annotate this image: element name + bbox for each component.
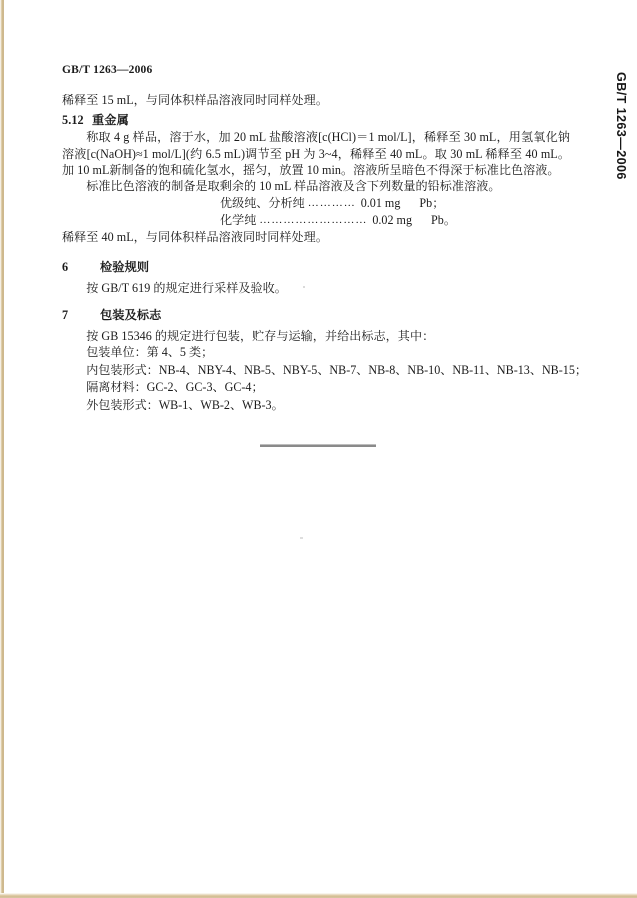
spacer <box>62 245 570 259</box>
document-code-header: GB/T 1263—2006 <box>62 64 153 76</box>
leader-line-grade-2 <box>62 212 570 229</box>
section-number: 7 <box>62 307 69 322</box>
section-6-paragraph-1: 按 GB/T 619 的规定进行采样及验收。 <box>86 281 287 296</box>
leader-dots: ………… <box>307 196 356 209</box>
spacer <box>62 297 570 307</box>
section-number: 6 <box>62 260 69 275</box>
continued-paragraph: 稀释至 15 mL，与同体积样品溶液同时同样处理。 <box>62 92 328 107</box>
section-heading-7 <box>62 307 570 324</box>
section-title: 重金属 <box>92 113 129 128</box>
section-heading-5-12 <box>62 112 570 129</box>
page-content <box>62 64 587 414</box>
leader-line-grade-1 <box>62 195 570 212</box>
packaging-list-item-isolation-material: 隔离材料：GC-2、GC-3、GC-4； <box>86 380 264 395</box>
page-edge-left-line <box>3 0 4 893</box>
section-number: 5.12 <box>62 113 84 128</box>
scan-speck <box>300 537 303 539</box>
section-7-paragraph-1: 按 GB 15346 的规定进行包装，贮存与运输，并给出标志，其中： <box>86 328 435 343</box>
packaging-list-item-unit: 包装单位：第 4、5 类； <box>86 345 214 360</box>
page-edge-bottom <box>0 893 637 898</box>
section-5-12-closing: 稀释至 40 mL，与同体积样品溶液同时同样处理。 <box>62 229 328 244</box>
section-heading-6 <box>62 259 570 276</box>
leader-symbol: Pb。 <box>431 212 456 227</box>
scan-speck <box>303 286 305 288</box>
leader-dots: ……………………… <box>259 213 368 226</box>
leader-label: 优级纯、分析纯 <box>220 195 305 210</box>
section-5-12-paragraph-1: 称取 4 g 样品，溶于水，加 20 mL 盐酸溶液[c(HCl)＝1 mol/L]，稀释至 30 mL，用氢氧化钠溶液[c(NaOH)≈1 mol/L](约 6.5 mL)调节至 pH 为 3~4，稀释至 40 mL。取 30 mL 稀释至 40 mL。加 10 mL新制备的饱和硫化氢水，摇匀，放置 10 min。溶液所呈暗色不得深于标准比色溶液。 <box>62 130 570 178</box>
side-running-head: GB/T 1263—2006 <box>614 72 628 180</box>
section-title: 包装及标志 <box>100 307 162 322</box>
section-title: 检验规则 <box>100 260 150 275</box>
end-of-text-rule <box>260 444 376 447</box>
packaging-list-item-inner-form: 内包装形式：NB-4、NBY-4、NB-5、NBY-5、NB-7、NB-8、NB-10、NB-11、NB-13、NB-15； <box>86 362 587 377</box>
section-5-12-paragraph-2: 标准比色溶液的制备是取剩余的 10 mL 样品溶液及含下列数量的铅标准溶液。 <box>86 179 501 194</box>
leader-amount: 0.02 mg <box>372 212 413 227</box>
packaging-list-item-outer-form: 外包装形式：WB-1、WB-2、WB-3。 <box>86 397 284 412</box>
leader-amount: 0.01 mg <box>360 195 401 210</box>
leader-symbol: Pb； <box>419 195 445 210</box>
leader-label: 化学纯 <box>220 212 257 227</box>
